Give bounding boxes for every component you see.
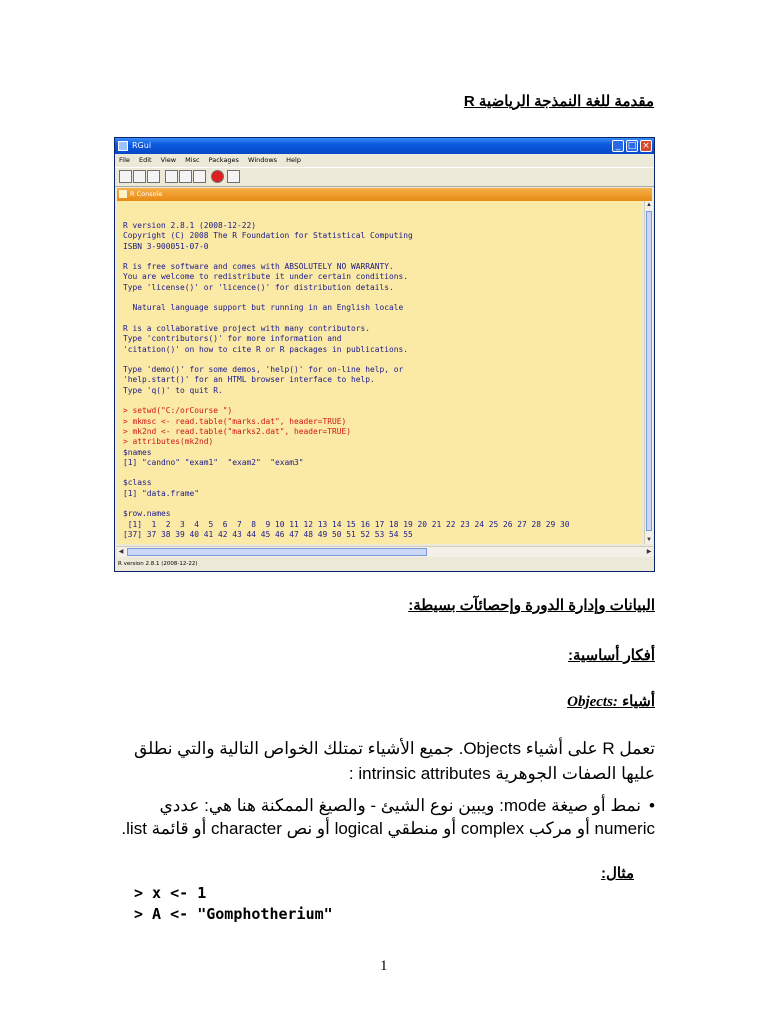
document-title: مقدمة للغة النمذجة الرياضية R — [463, 93, 654, 110]
copy-paste-icon[interactable] — [193, 170, 206, 183]
window-titlebar[interactable] — [115, 138, 654, 154]
console-title: R Console — [130, 190, 163, 198]
mode-bullet — [115, 794, 655, 840]
scroll-left-icon[interactable]: ◀ — [118, 549, 124, 555]
objects-paragraph: تعمل R على أشياء Objects. جميع الأشياء تمتلك الخواص التالية والتي نطلق عليها الصفات الجوهرية intrinsic attributes : — [133, 739, 655, 783]
menu-file[interactable]: File — [119, 156, 130, 164]
menu-help[interactable]: Help — [286, 156, 301, 164]
vertical-scrollbar[interactable] — [644, 201, 653, 544]
menu-bar — [115, 154, 654, 166]
section-heading: البيانات وإدارة الدورة وإحصائآت بسيطة: — [408, 597, 655, 614]
console-intro: R version 2.8.1 (2008-12-22) Copyright (C) 2008 The R Foundation for Statistical Computing ISBN 3-900051-07-0 R is free software and comes with ABSOLUTELY NO WARRANTY. You are welcome to redistribute it under certain conditions. Type 'license()' or 'licence()' for distribution details. Natural language support but running in an English locale R is a collaborative project with many contributors. Type 'contributors()' for more information and 'citation()' on how to cite R or R packages in publications. Type 'demo()' for some demos, 'help()' for on-line help, or 'help.start()' for an HTML browser interface to help. Type 'q()' to quit R. — [123, 221, 413, 395]
rgui-window — [114, 137, 655, 572]
open-script-icon[interactable] — [119, 170, 132, 183]
r-console[interactable] — [117, 201, 642, 544]
stop-icon[interactable] — [211, 170, 224, 183]
horizontal-scroll-thumb[interactable] — [127, 548, 427, 556]
minimize-icon[interactable]: _ — [612, 140, 624, 152]
code-line-2: > A <- "Gomphotherium" — [134, 905, 333, 923]
r-app-icon — [118, 141, 128, 151]
mode-bullet-text: نمط أو صيغة mode: ويبين نوع الشيئ - والصيغ الممكنة هنا هي: عددي numeric أو مركب complex أو منطقي logical أو نص character أو قائمة list. — [121, 796, 655, 838]
console-titlebar[interactable] — [117, 188, 652, 201]
scroll-down-icon[interactable]: ▼ — [646, 537, 652, 543]
code-line-1: > x <- 1 — [134, 884, 207, 902]
menu-packages[interactable]: Packages — [208, 156, 239, 164]
console-results: $names [1] "candno" "exam1" "exam2" "exam3" $class [1] "data.frame" $row.names [1] 1 2 3 4 5 6 7 8 9 10 11 12 13 14 15 16 17 18 19 20 21 22 23 24 25 26 27 28 29 30 [37] 37 38 39 40 41 42 43 44 45 46 47 48 49 50 51 52 53 54 55 — [123, 447, 570, 539]
copy-icon[interactable] — [165, 170, 178, 183]
menu-misc[interactable]: Misc — [185, 156, 200, 164]
window-title: RGui — [132, 141, 152, 150]
console-output — [123, 221, 570, 540]
toolbar — [115, 167, 654, 187]
horizontal-scrollbar[interactable] — [117, 546, 653, 557]
save-workspace-icon[interactable] — [147, 170, 160, 183]
example-label: مثال: — [600, 865, 634, 882]
objects-heading-en: Objects: — [567, 694, 618, 710]
menu-windows[interactable]: Windows — [248, 156, 278, 164]
scroll-up-icon[interactable]: ▲ — [646, 202, 652, 208]
menu-edit[interactable]: Edit — [138, 156, 152, 164]
paste-icon[interactable] — [179, 170, 192, 183]
scroll-right-icon[interactable]: ▶ — [646, 549, 652, 555]
maximize-icon[interactable]: □ — [627, 141, 637, 151]
load-workspace-icon[interactable] — [133, 170, 146, 183]
close-icon[interactable]: × — [640, 140, 652, 152]
vertical-scroll-thumb[interactable] — [646, 211, 652, 531]
console-icon — [119, 190, 127, 198]
status-bar: R version 2.8.1 (2008-12-22) — [118, 561, 198, 567]
print-icon[interactable] — [227, 170, 240, 183]
objects-heading — [567, 692, 655, 711]
menu-view[interactable]: View — [160, 156, 177, 164]
objects-heading-ar: أشياء — [622, 693, 655, 710]
console-commands: > setwd("C:/orCourse ") > mkmsc <- read.table("marks.dat", header=TRUE) > mk2nd <- read.table("marks2.dat", header=TRUE) > attributes(mk2nd) — [123, 406, 352, 447]
bullet-icon: • — [649, 796, 655, 815]
basic-ideas-heading: أفكار أساسية: — [567, 647, 655, 664]
page-number: 1 — [380, 958, 388, 974]
